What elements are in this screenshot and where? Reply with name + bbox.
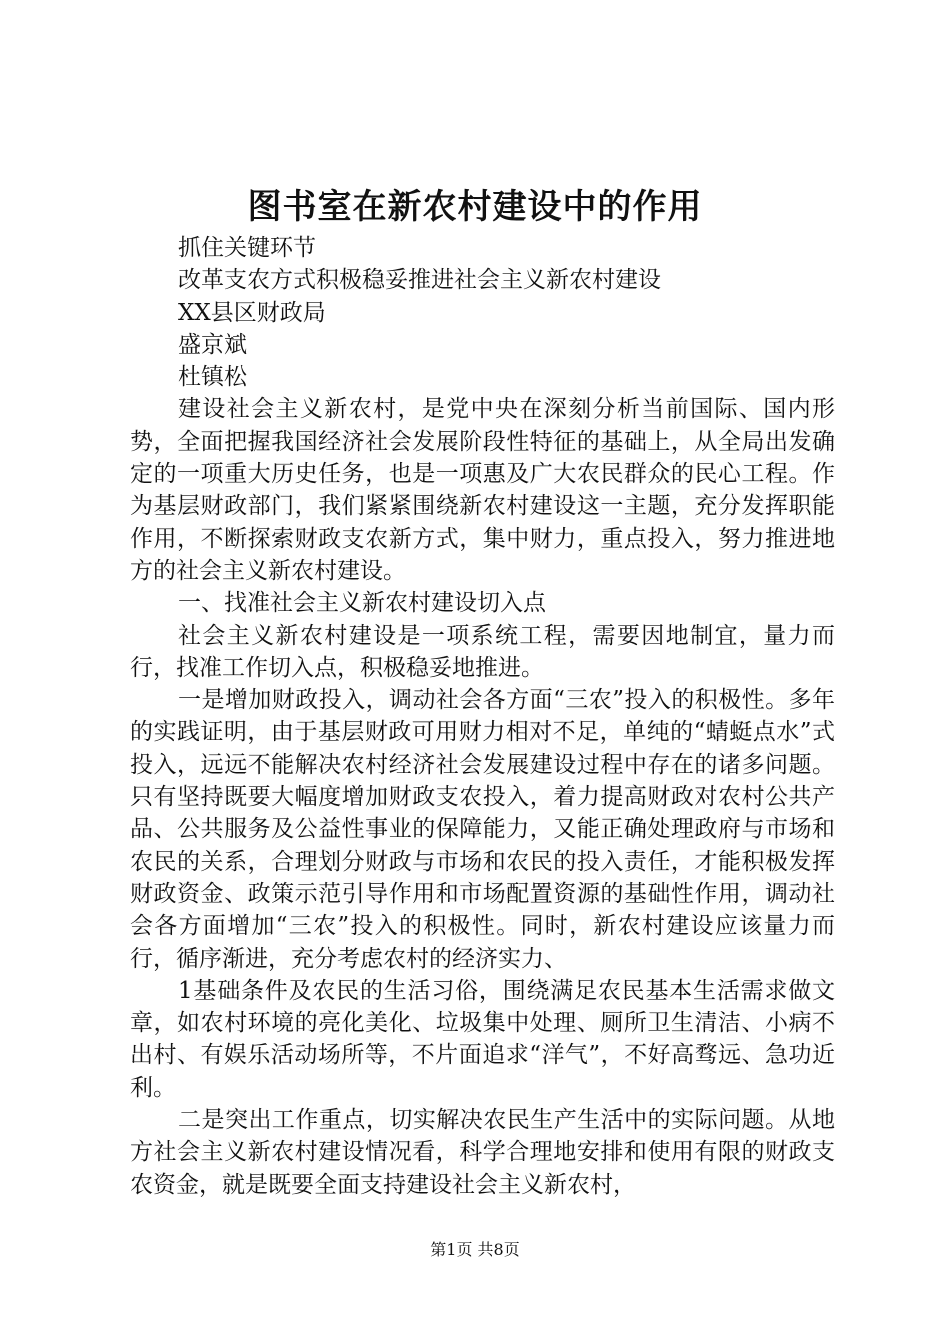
paragraph-section-1-intro: 社会主义新农村建设是一项系统工程，需要因地制宜，量力而行，找准工作切入点，积极稳妥地推进。 <box>130 622 835 681</box>
header-line-organization: XX县区财政局 <box>178 299 326 326</box>
document-body <box>130 232 835 1201</box>
header-line-topic: 抓住关键环节 <box>178 235 316 261</box>
paragraph-point-2: 二是突出工作重点，切实解决农民生产生活中的实际问题。从地方社会主义新农村建设情况看，科学合理地安排和使用有限的财政支农资金，就是既要全面支持建设社会主义新农村， <box>130 1107 835 1198</box>
paragraph-point-1-continued: 1基础条件及农民的生活习俗，围绕满足农民基本生活需求做文章，如农村环境的亮化美化、垃圾集中处理、厕所卫生清洁、小病不出村、有娱乐活动场所等，不片面追求“洋气”，不好高骛远、急功近利。 <box>130 977 835 1101</box>
header-line-subtitle: 改革支农方式积极稳妥推进社会主义新农村建设 <box>178 267 661 294</box>
paragraph-point-1: 一是增加财政投入，调动社会各方面“三农”投入的积极性。多年的实践证明，由于基层财政可用财力相对不足，单纯的“蜻蜓点水”式投入，远远不能解决农村经济社会发展建设过程中存在的诸多问题。只有坚持既要大幅度增加财政支农投入，着力提高财政对农村公共产品、公共服务及公益性事业的保障能力，又能正确处理政府与市场和农民的关系，合理划分财政与市场和农民的投入责任，才能积极发挥财政资金、政策示范引导作用和市场配置资源的基础性作用，调动社会各方面增加“三农”投入的积极性。同时，新农村建设应该量力而行，循序渐进，充分考虑农村的经济实力、 <box>130 687 835 972</box>
document-title: 图书室在新农村建设中的作用 <box>247 187 703 227</box>
paragraph-intro: 建设社会主义新农村，是党中央在深刻分析当前国际、国内形势，全面把握我国经济社会发展阶段性特征的基础上，从全局出发确定的一项重大历史任务，也是一项惠及广大农民群众的民心工程。作为基层财政部门，我们紧紧围绕新农村建设这一主题，充分发挥职能作用，不断探索财政支农新方式，集中财力，重点投入，努力推进地方的社会主义新农村建设。 <box>130 396 835 584</box>
page-footer: 第1页 共8页 <box>430 1240 520 1259</box>
header-line-author-2: 杜镇松 <box>178 364 247 391</box>
section-heading-1: 一、找准社会主义新农村建设切入点 <box>178 590 546 617</box>
header-line-author-1: 盛京斌 <box>178 331 247 358</box>
